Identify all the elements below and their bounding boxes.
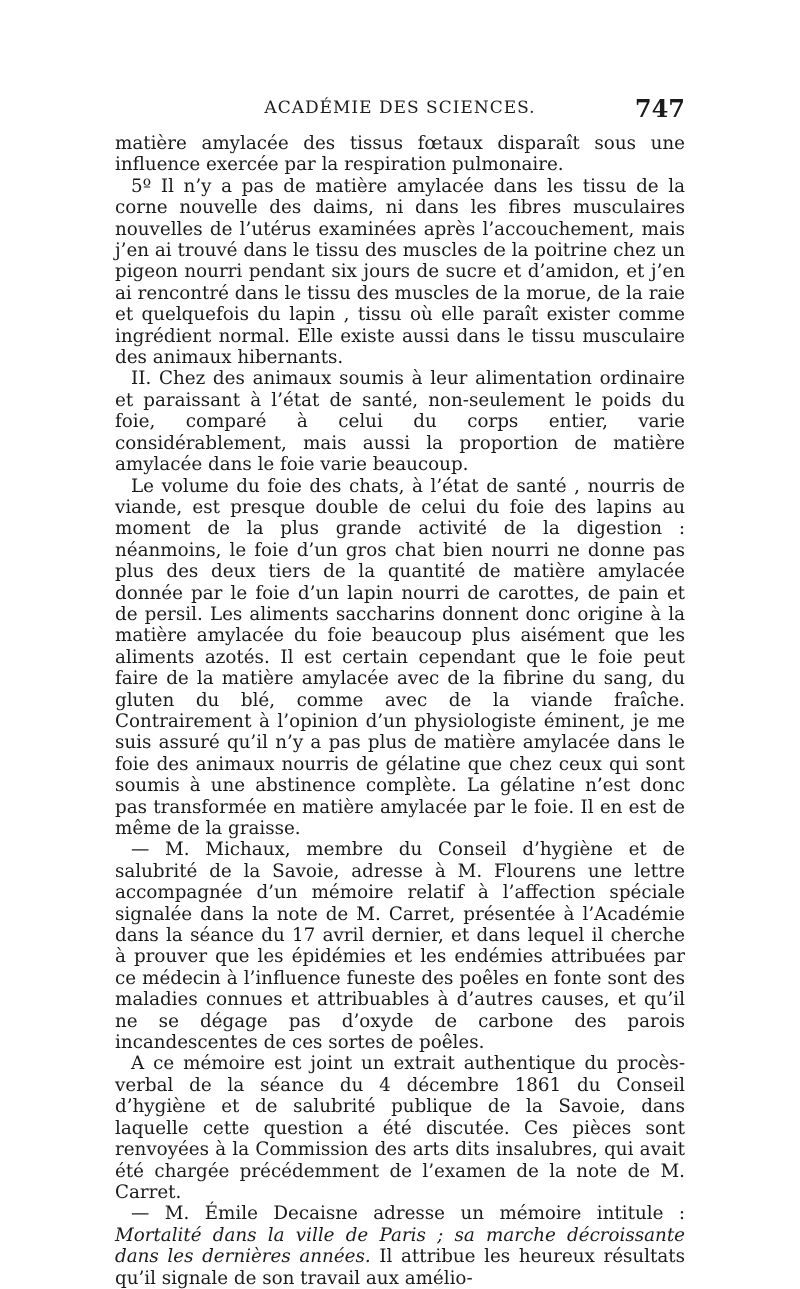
memoir-title: Mortalité dans la ville de Paris ; sa marche décroissante dans les dernières années. xyxy=(115,1224,685,1268)
paragraph: — M. Michaux, membre du Conseil d’hygiène et de salubrité de la Savoie, adresse à M. Flourens une lettre accompagnée d’un mémoire relatif à l’affection spéciale signalée dans la note de M. Carret, présentée à l’Académie dans la séance du 17 avril dernier, et dans lequel il cherche à prouver que les épidémies et les endémies attribuées par ce médecin à l’influence funeste des poêles en fonte sont des maladies connues et attribuables à d’autres causes, et qu’il ne se dégage pas d’oxyde de carbone des parois incandescentes de ces sortes de poêles. xyxy=(115,839,685,1054)
paragraph: matière amylacée des tissus fœtaux disparaît sous une influence exercée par la respiration pulmonaire. xyxy=(115,133,685,176)
paragraph: A ce mémoire est joint un extrait authentique du procès-verbal de la séance du 4 décembre 1861 du Conseil d’hygiène et de salubrité publique de la Savoie, dans laquelle cette question a été discutée. Ces pièces sont renvoyées à la Commission des arts dits insalubres, qui avait été chargée précédemment de l’examen de la note de M. Carret. xyxy=(115,1053,685,1203)
page-number: 747 xyxy=(634,94,685,123)
running-header xyxy=(115,94,685,128)
body-text xyxy=(115,133,685,1289)
paragraph-text: Il attribue les heureux résultats qu’il signale de son travail aux amélio- xyxy=(115,1246,686,1289)
paragraph: Le volume du foie des chats, à l’état de santé , nourris de viande, est presque double de celui du foie des lapins au moment de la plus grande activité de la digestion : néanmoins, le foie d’un gros chat bien nourri ne donne pas plus des deux tiers de la quantité de matière amylacée donnée par le foie d’un lapin nourri de carottes, de pain et de persil. Les aliments saccharins donnent donc origine à la matière amylacée du foie beaucoup plus aisément que les aliments azotés. Il est certain cependant que le foie peut faire de la matière amylacée avec de la fibrine du sang, du gluten du blé, comme avec de la viande fraîche. Contrairement à l’opinion d’un physiologiste éminent, je me suis assuré qu’il n’y a pas plus de matière amylacée dans le foie des animaux nourris de gélatine que chez ceux qui sont soumis à une abstinence complète. La gélatine n’est donc pas transformée en matière amylacée par le foie. Il en est de même de la graisse. xyxy=(115,475,685,839)
paragraph-text: — M. Émile Decaisne adresse un mémoire intitule : xyxy=(131,1203,685,1225)
paragraph: II. Chez des animaux soumis à leur alimentation ordinaire et paraissant à l’état de santé, non-seulement le poids du foie, comparé à celui du corps entier, varie considérablement, mais aussi la proportion de matière amylacée dans le foie varie beaucoup. xyxy=(115,368,685,476)
running-title: ACADÉMIE DES SCIENCES. xyxy=(264,98,536,118)
paragraph xyxy=(115,1203,685,1289)
paragraph: 5º Il n’y a pas de matière amylacée dans les tissu de la corne nouvelle des daims, ni dans les fibres musculaires nouvelles de l’utérus examinées après l’accouchement, mais j’en ai trouvé dans le tissu des muscles de la poitrine chez un pigeon nourri pendant six jours de sucre et d’amidon, et j’en ai rencontré dans le tissu des muscles de la morue, de la raie et quelquefois du lapin , tissu où elle paraît exister comme ingrédient normal. Elle existe aussi dans le tissu musculaire des animaux hibernants. xyxy=(115,175,685,369)
